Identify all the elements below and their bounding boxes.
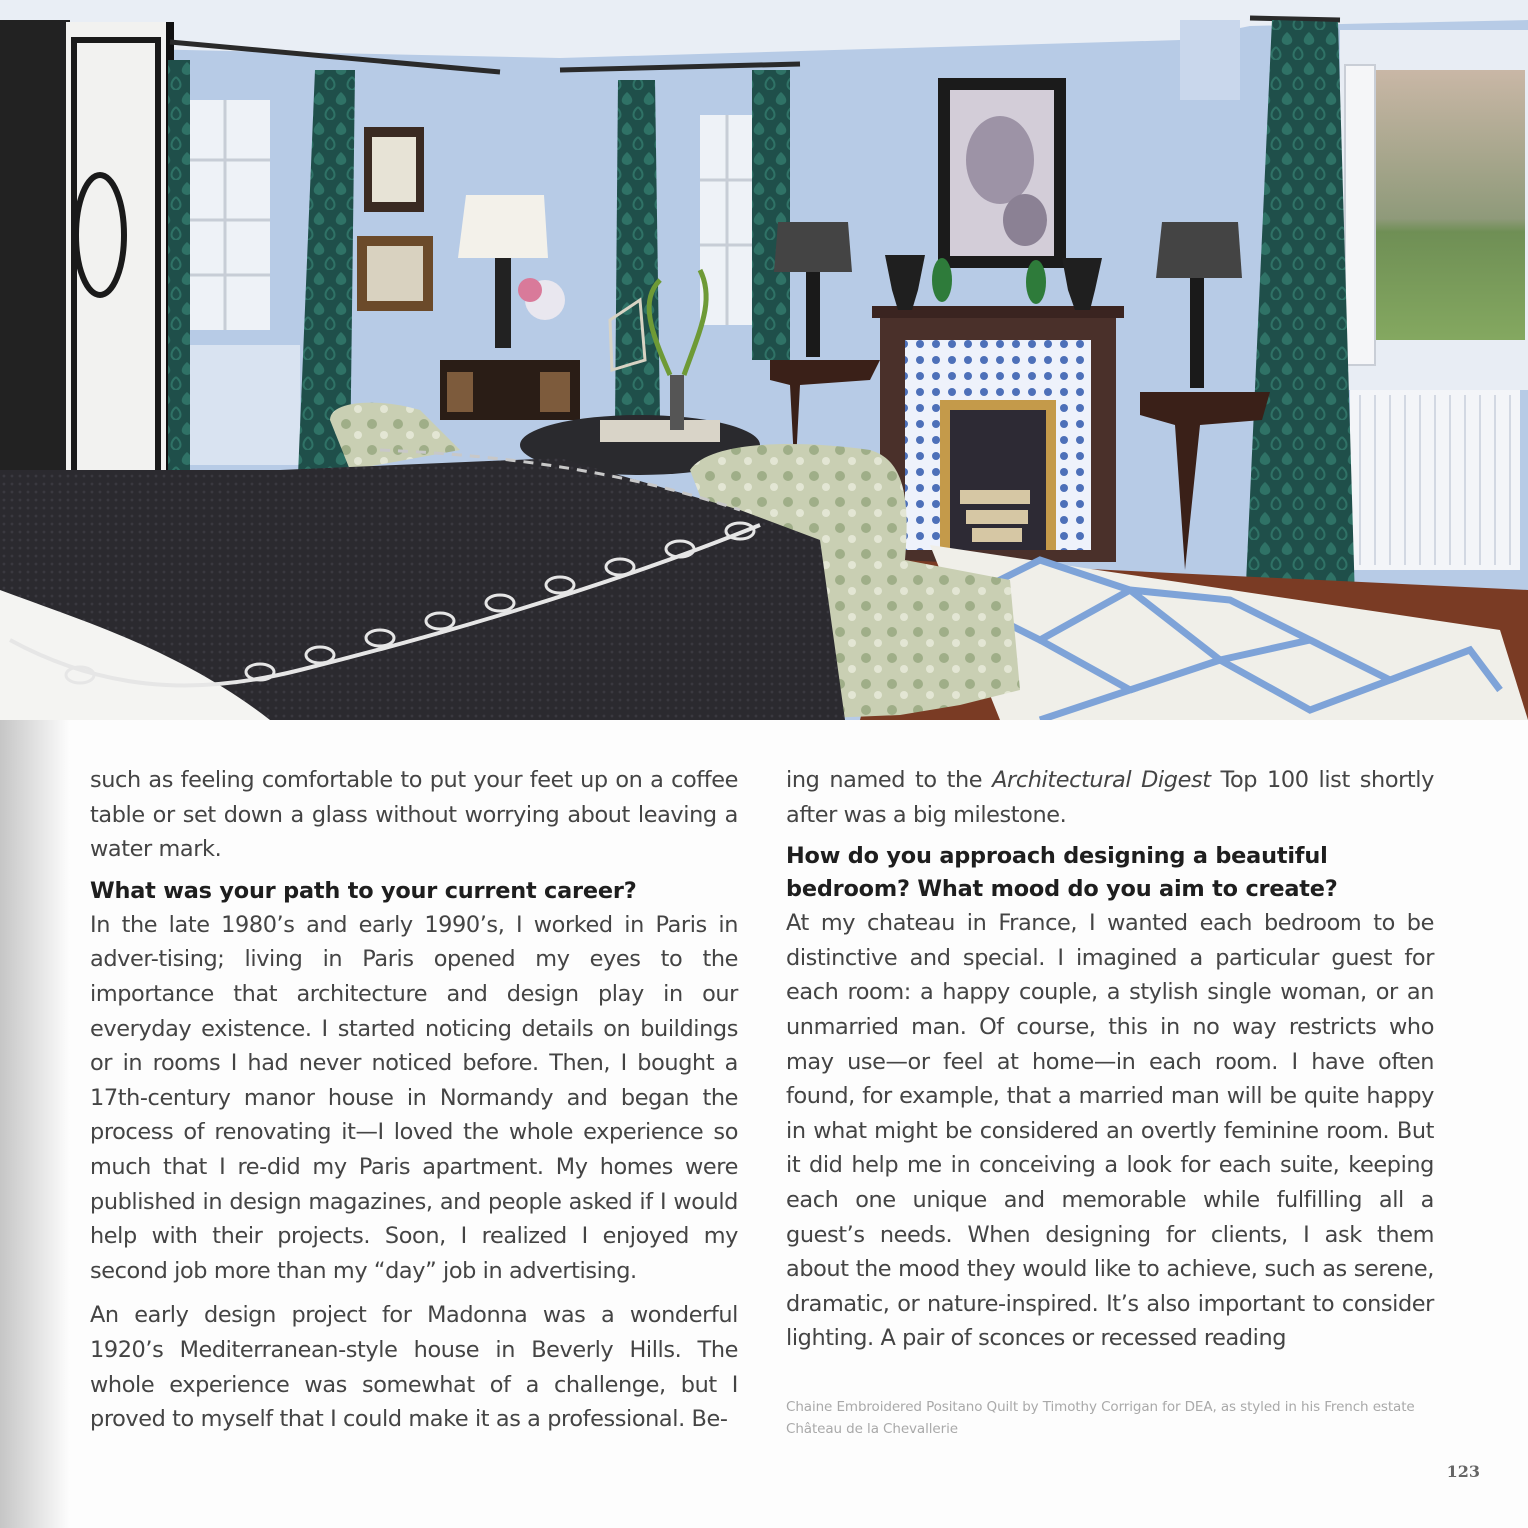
body-text: ing named to the xyxy=(786,767,993,793)
section-heading: How do you approach designing a beautiful bedroom? What mood do you aim to create? xyxy=(786,843,1338,903)
bedroom-photograph xyxy=(0,0,1528,720)
body-paragraph xyxy=(786,763,1434,832)
page-gutter-shadow xyxy=(0,720,70,1528)
page-number: 123 xyxy=(1446,1462,1480,1481)
body-paragraph: In the late 1980’s and early 1990’s, I worked in Paris in adver-tising; living in Paris opened my eyes to the importance that architecture and design play in our everyday existence. I started noticing details on buildings or in rooms I had never noticed before. Then, I bought a 17th-century manor house in Normandy and began the process of renovating it—I loved the whole experience so much that I re-did my Paris apartment. My homes were published in design magazines, and people asked if I would help with their projects. Soon, I realized I enjoyed my second job more than my “day” job in advertising. xyxy=(90,911,738,1284)
right-text-column xyxy=(786,763,1434,1356)
body-paragraph: At my chateau in France, I wanted each bedroom to be distinctive and special. I imagined a particular guest for each room: a happy couple, a stylish single woman, or an unmarried man. Of course, this in no way restricts who may use—or feel at home—in each room. I have often found, for example, that a married man will be quite happy in what might be considered an overtly feminine room. But it did help me in conceiving a look for each suite, keeping each one unique and memorable while fulfilling all a guest’s needs. When designing for clients, I ask them about the mood they would like to achieve, such as serene, dramatic, or nature-inspired. It’s also important to consider lighting. A pair of sconces or recessed reading xyxy=(786,910,1434,1352)
publication-title: Architectural Digest xyxy=(992,767,1211,793)
body-paragraph: An early design project for Madonna was a wonderful 1920’s Mediterranean-style house in Beverly Hills. The whole experience was somewhat of a challenge, but I proved to myself that I could make it as a professional. Be- xyxy=(90,1302,738,1433)
body-text: Top 100 list shortly after was a big milestone. xyxy=(786,767,1434,828)
left-text-column xyxy=(90,763,738,1437)
photo-caption: Chaine Embroidered Positano Quilt by Timothy Corrigan for DEA, as styled in his French estate Château de la Chevallerie xyxy=(786,1399,1415,1437)
body-paragraph: such as feeling comfortable to put your feet up on a coffee table or set down a glass without worrying about leaving a water mark. xyxy=(90,767,738,863)
section-heading: What was your path to your current career? xyxy=(90,877,637,904)
